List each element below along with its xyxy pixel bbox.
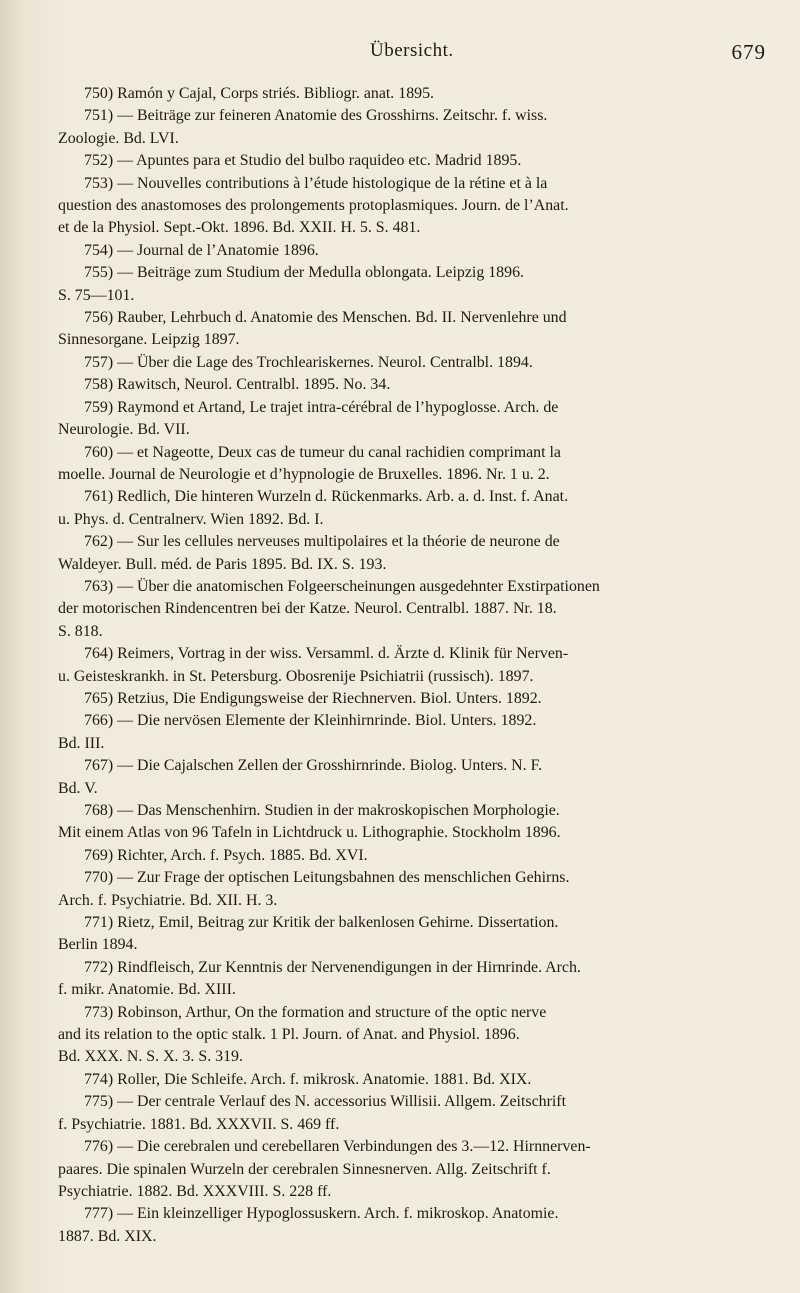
bibliography-entry: [58, 710, 763, 755]
page-number: 679: [731, 40, 766, 64]
entry-line: Berlin 1894.: [58, 936, 138, 954]
bibliography-entry: [58, 800, 763, 845]
bibliography-entry: [58, 105, 763, 150]
entry-line: 752) — Apuntes para et Studio del bulbo raquideo etc. Madrid 1895.: [84, 152, 522, 170]
entry-line: 758) Rawitsch, Neurol. Centralbl. 1895. No. 34.: [84, 376, 391, 394]
entry-line: Sinnesorgane. Leipzig 1897.: [58, 331, 240, 349]
entry-line: u. Geisteskrankh. in St. Petersburg. Obosrenije Psichiatrii (russisch). 1897.: [58, 667, 534, 685]
bibliography-entry: [58, 397, 763, 442]
entry-line: 750) Ramón y Cajal, Corps striés. Bibliogr. anat. 1895.: [84, 85, 435, 102]
entry-line: u. Phys. d. Centralnerv. Wien 1892. Bd. I.: [58, 510, 324, 528]
bibliography-entry: [58, 912, 763, 957]
entry-line: der motorischen Rindencentren bei der Katze. Neurol. Centralbl. 1887. Nr. 18.: [58, 600, 557, 618]
entry-line: 751) — Beiträge zur feineren Anatomie des Grosshirns. Zeitschr. f. wiss.: [84, 107, 548, 125]
entry-line: 754) — Journal de l’Anatomie 1896.: [84, 241, 319, 259]
bibliography-entry: [58, 83, 763, 105]
bibliography-entry: [58, 374, 763, 396]
bibliography-entry: [58, 643, 763, 688]
entry-line: S. 818.: [58, 622, 103, 640]
entry-line: 761) Redlich, Die hinteren Wurzeln d. Rückenmarks. Arb. a. d. Inst. f. Anat.: [84, 488, 569, 506]
entry-line: 753) — Nouvelles contributions à l’étude histologique de la rétine et à la: [84, 174, 548, 192]
bibliography-entry: [58, 688, 763, 710]
bibliography-entry: [58, 240, 763, 262]
entry-line: 760) — et Nageotte, Deux cas de tumeur du canal rachidien comprimant la: [84, 443, 561, 461]
bibliography-entry: [58, 1136, 763, 1203]
bibliography-list: [58, 83, 763, 1248]
bibliography-entry: [58, 957, 763, 1002]
entry-line: 769) Richter, Arch. f. Psych. 1885. Bd. XVI.: [84, 846, 368, 864]
entry-line: 762) — Sur les cellules nerveuses multipolaires et la théorie de neurone de: [84, 533, 560, 551]
entry-line: 775) — Der centrale Verlauf des N. accessorius Willisii. Allgem. Zeitschrift: [84, 1093, 566, 1111]
entry-line: et de la Physiol. Sept.-Okt. 1896. Bd. XXII. H. 5. S. 481.: [58, 219, 421, 237]
entry-line: 764) Reimers, Vortrag in der wiss. Versamml. d. Ärzte d. Klinik für Nerven-: [84, 645, 569, 663]
entry-line: 766) — Die nervösen Elemente der Kleinhirnrinde. Biol. Unters. 1892.: [84, 712, 537, 730]
bibliography-entry: [58, 755, 763, 800]
entry-line: Waldeyer. Bull. méd. de Paris 1895. Bd. IX. S. 193.: [58, 555, 387, 573]
entry-line: question des anastomoses des prolongements protoplasmiques. Journ. de l’Anat.: [58, 197, 569, 215]
entry-line: Bd. V.: [58, 779, 98, 797]
bibliography-entry: [58, 1002, 763, 1069]
entry-line: f. mikr. Anatomie. Bd. XIII.: [58, 981, 236, 999]
bibliography-entry: [58, 845, 763, 867]
entry-line: Mit einem Atlas von 96 Tafeln in Lichtdruck u. Lithographie. Stockholm 1896.: [58, 824, 561, 842]
page-header: [0, 40, 800, 70]
entry-line: moelle. Journal de Neurologie et d’hypnologie de Bruxelles. 1896. Nr. 1 u. 2.: [58, 465, 550, 483]
entry-line: 757) — Über die Lage des Trochleariskernes. Neurol. Centralbl. 1894.: [84, 353, 533, 371]
bibliography-entry: [58, 150, 763, 172]
entry-line: 765) Retzius, Die Endigungsweise der Riechnerven. Biol. Unters. 1892.: [84, 689, 542, 707]
bibliography-entry: [58, 867, 763, 912]
entry-line: 776) — Die cerebralen und cerebellaren Verbindungen des 3.—12. Hirnnerven-: [84, 1138, 591, 1156]
entry-line: Neurologie. Bd. VII.: [58, 421, 190, 439]
entry-line: 777) — Ein kleinzelliger Hypoglossuskern. Arch. f. mikroskop. Anatomie.: [84, 1205, 559, 1223]
entry-line: 759) Raymond et Artand, Le trajet intra-cérébral de l’hypoglosse. Arch. de: [84, 398, 559, 416]
entry-line: and its relation to the optic stalk. 1 Pl. Journ. of Anat. and Physiol. 1896.: [58, 1026, 520, 1044]
bibliography-entry: [58, 307, 763, 352]
entry-line: Psychiatrie. 1882. Bd. XXXVIII. S. 228 ff.: [58, 1182, 332, 1200]
entry-line: 768) — Das Menschenhirn. Studien in der makroskopischen Morphologie.: [84, 802, 560, 819]
entry-line: paares. Die spinalen Wurzeln der cerebralen Sinnesnerven. Allg. Zeitschrift f.: [58, 1160, 551, 1178]
bibliography-entry: [58, 352, 763, 374]
bibliography-entry: [58, 262, 763, 307]
entry-line: 767) — Die Cajalschen Zellen der Grosshirnrinde. Biolog. Unters. N. F.: [84, 757, 543, 775]
bibliography-entry: [58, 442, 763, 487]
entry-line: 770) — Zur Frage der optischen Leitungsbahnen des menschlichen Gehirns.: [84, 869, 570, 887]
entry-line: Zoologie. Bd. LVI.: [58, 129, 179, 147]
entry-line: 763) — Über die anatomischen Folgeerscheinungen ausgedehnter Exstirpationen: [84, 577, 600, 595]
entry-line: S. 75—101.: [58, 286, 135, 304]
bibliography-entry: [58, 531, 763, 576]
bibliography-entry: [58, 576, 763, 643]
running-title: Übersicht.: [370, 40, 454, 61]
entry-line: 1887. Bd. XIX.: [58, 1227, 157, 1245]
bibliography-entry: [58, 486, 763, 531]
entry-line: 773) Robinson, Arthur, On the formation and structure of the optic nerve: [84, 1003, 547, 1021]
entry-line: Bd. XXX. N. S. X. 3. S. 319.: [58, 1048, 243, 1066]
entry-line: 771) Rietz, Emil, Beitrag zur Kritik der balkenlosen Gehirne. Dissertation.: [84, 914, 559, 932]
entry-line: 772) Rindfleisch, Zur Kenntnis der Nervenendigungen in der Hirnrinde. Arch.: [84, 958, 581, 976]
entry-line: 756) Rauber, Lehrbuch d. Anatomie des Menschen. Bd. II. Nervenlehre und: [84, 309, 567, 327]
bibliography-entry: [58, 173, 763, 240]
entry-line: 755) — Beiträge zum Studium der Medulla oblongata. Leipzig 1896.: [84, 264, 524, 282]
bibliography-entry: [58, 1069, 763, 1091]
entry-line: 774) Roller, Die Schleife. Arch. f. mikrosk. Anatomie. 1881. Bd. XIX.: [84, 1070, 532, 1088]
bibliography-entry: [58, 1203, 763, 1248]
bibliography-entry: [58, 1091, 763, 1136]
entry-line: Bd. III.: [58, 734, 105, 752]
entry-line: Arch. f. Psychiatrie. Bd. XII. H. 3.: [58, 891, 278, 909]
entry-line: f. Psychiatrie. 1881. Bd. XXXVII. S. 469 ff.: [58, 1115, 340, 1133]
